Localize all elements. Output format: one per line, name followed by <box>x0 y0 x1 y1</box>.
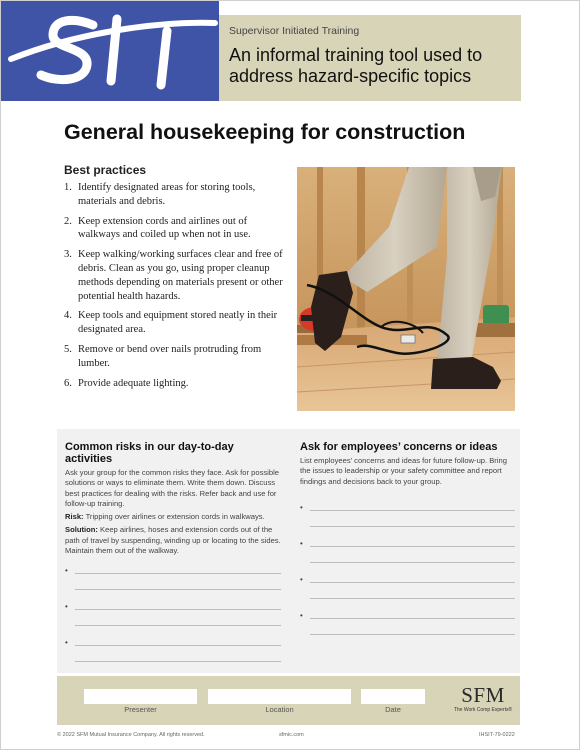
photo-illustration <box>297 167 515 411</box>
sfm-wordmark: SFM <box>461 683 505 707</box>
common-risks-heading: Common risks in our day-to-day activities <box>65 441 234 465</box>
header <box>1 1 580 101</box>
date-label: Date <box>385 705 401 714</box>
page-title: General housekeeping for construction <box>64 120 466 144</box>
copyright: © 2022 SFM Mutual Insurance Company. All rights reserved. <box>57 732 205 738</box>
concerns-heading: Ask for employees’ concerns or ideas <box>300 441 498 453</box>
best-practices-heading: Best practices <box>64 163 147 177</box>
discussion-section <box>57 429 520 673</box>
writing-row[interactable]: • <box>65 636 281 672</box>
location-label: Location <box>265 705 294 714</box>
best-practices-list <box>64 181 289 396</box>
list-item: 1. Identify designated areas for storing tools, materials and debris. <box>64 182 256 207</box>
sign-off-box <box>57 676 520 725</box>
sit-logo-graphic <box>1 1 219 101</box>
writing-row[interactable]: • <box>65 600 281 636</box>
sfm-tagline: The Work Comp Experts® <box>453 707 513 713</box>
common-risks-intro: Ask your group for the common risks they face. Ask for possible solutions or ways to eliminate them. Write them down. Discuss best practices for dealing with the risks. Refer back and use for follow-up training. <box>65 468 279 508</box>
sfm-logo <box>449 684 517 713</box>
presenter-field[interactable] <box>84 689 197 704</box>
risk-writing-lines <box>65 564 281 672</box>
list-item: 4. Keep tools and equipment stored neatly in their designated area. <box>64 310 278 336</box>
location-field[interactable] <box>208 689 351 704</box>
date-field[interactable] <box>361 689 425 704</box>
common-risks-column <box>65 441 281 672</box>
kicker: Supervisor Initiated Training <box>229 25 360 37</box>
concern-writing-lines <box>300 501 515 645</box>
list-item: 6. Provide adequate lighting. <box>64 377 189 389</box>
writing-row[interactable]: • <box>300 501 515 537</box>
writing-row[interactable]: • <box>300 609 515 645</box>
site-link[interactable]: sfmic.com <box>279 732 304 738</box>
doc-code: IHSIT-79-0222 <box>479 732 515 738</box>
list-item: 5. Remove or bend over nails protruding from lumber. <box>64 343 262 369</box>
writing-row[interactable]: • <box>65 564 281 600</box>
header-banner <box>219 15 521 101</box>
concerns-intro: List employees’ concerns and ideas for future follow-up. Bring the issues to leadership or your safety committee and report findings and decisions back to your group. <box>300 456 507 486</box>
list-item: 2. Keep extension cords and airlines out of walkways and coiled up when not in use. <box>64 215 251 241</box>
presenter-label: Presenter <box>124 705 157 714</box>
solution-line: Solution: Keep airlines, hoses and extension cords out of the path of travel by suspending, winding up or locating to the sides. Maintain them out of the walkway. <box>65 525 281 556</box>
photo-worker-tripping <box>297 167 515 411</box>
concerns-column <box>300 441 515 645</box>
writing-row[interactable]: • <box>300 537 515 573</box>
writing-row[interactable]: • <box>300 573 515 609</box>
list-item: 3. Keep walking/working surfaces clear and free of debris. Clean as you go, using proper cleanup methods depending on materials present or other potential health hazards. <box>64 249 283 302</box>
risk-line: Risk: Tripping over airlines or extension cords in walkways. <box>65 512 265 522</box>
sit-logo <box>1 1 219 101</box>
tagline: An informal training tool used to address hazard-specific topics <box>229 45 483 86</box>
